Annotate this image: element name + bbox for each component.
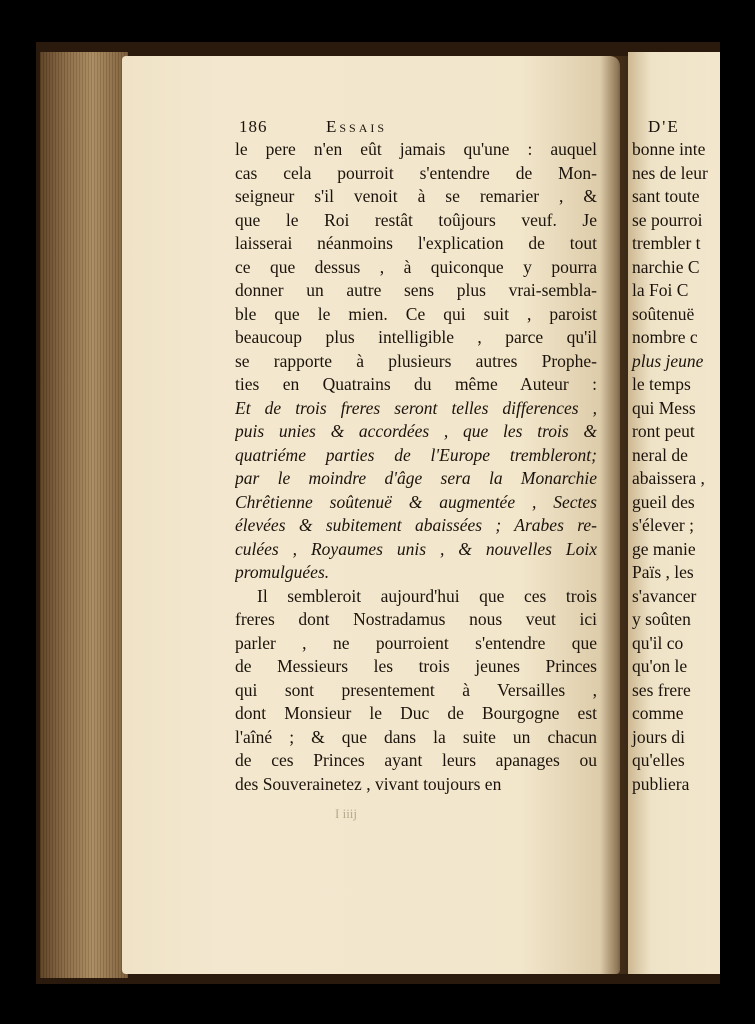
text-line: nes de leur	[632, 162, 708, 183]
text-line: qu'elles	[632, 750, 685, 770]
text-line: quatriéme parties de l'Europe trembleront;	[235, 444, 597, 465]
text-line: de Messieurs les trois jeunes Princes	[235, 656, 597, 676]
text-line: de ces Princes ayant leurs apanages ou	[235, 750, 597, 770]
text-line: bonne inte	[632, 139, 706, 159]
text-line: cas cela pourroit s'entendre de Mon-	[235, 162, 597, 183]
text-line: la Foi C	[632, 280, 689, 300]
text-line: qui Mess	[632, 397, 696, 418]
text-line: promulguées.	[235, 562, 330, 582]
text-line: par le moindre d'âge sera la Monarchie	[235, 468, 597, 488]
text-line: qu'il co	[632, 632, 684, 653]
text-line: freres dont Nostradamus nous veut ici	[235, 609, 597, 629]
text-line: trembler t	[632, 233, 701, 253]
text-line: le temps	[632, 374, 691, 394]
text-line: ties en Quatrains du même Auteur :	[235, 374, 597, 394]
book-gutter	[600, 56, 628, 974]
page-edges-texture	[40, 52, 128, 978]
text-line: Il sembleroit aujourd'hui que ces trois	[257, 585, 597, 606]
text-line: nombre c	[632, 327, 698, 347]
text-line: s'avancer	[632, 585, 697, 606]
text-line: le pere n'en eût jamais qu'une : auquel	[235, 139, 597, 159]
text-line: des Souverainetez , vivant toujours en	[235, 773, 502, 794]
text-line: ses frere	[632, 679, 691, 700]
text-line: donner un autre sens plus vrai-sembla-	[235, 280, 597, 300]
text-line: ge manie	[632, 538, 696, 559]
left-page-text	[235, 138, 597, 796]
text-line: parler , ne pourroient s'entendre que	[235, 632, 597, 653]
text-line: élevées & subitement abaissées ; Arabes re-	[235, 515, 597, 535]
text-line: qu'on le	[632, 656, 688, 676]
text-line: sant toute	[632, 186, 700, 206]
right-page-text	[632, 138, 752, 796]
text-line: ce que dessus , à quiconque y pourra	[235, 256, 597, 277]
text-line: ble que le mien. Ce qui suit , paroist	[235, 303, 597, 324]
text-line: neral de	[632, 444, 688, 465]
text-line: se rapporte à plusieurs autres Prophe-	[235, 350, 597, 371]
text-line: abaissera ,	[632, 468, 705, 488]
text-line: ront peut	[632, 421, 695, 441]
text-line: l'aîné ; & que dans la suite un chacun	[235, 726, 597, 747]
text-line: Païs , les	[632, 562, 694, 582]
text-line: dont Monsieur le Duc de Bourgogne est	[235, 703, 597, 723]
text-line: que le Roi restât toûjours veuf. Je	[235, 209, 597, 230]
text-line: s'élever ;	[632, 515, 694, 535]
text-line: Et de trois freres seront telles differences ,	[235, 397, 597, 418]
right-page-header: D'E	[648, 117, 680, 136]
text-line: puis unies & accordées , que les trois &	[235, 421, 597, 441]
text-line: jours di	[632, 726, 685, 747]
text-line: beaucoup plus intelligible , parce qu'il	[235, 327, 597, 347]
text-line: publiera	[632, 773, 690, 794]
text-line: comme	[632, 703, 684, 723]
text-line: plus jeune	[632, 350, 704, 371]
text-line: se pourroi	[632, 209, 703, 230]
text-line: y soûten	[632, 609, 691, 629]
text-line: narchie C	[632, 256, 700, 277]
text-line: soûtenuë	[632, 303, 695, 324]
text-line: culées , Royaumes unis , & nouvelles Loix	[235, 538, 597, 559]
text-line: gueil des	[632, 491, 695, 512]
signature-mark: I iiij	[335, 806, 358, 821]
running-title: Essais	[326, 117, 388, 136]
text-line: Chrêtienne soûtenuë & augmentée , Sectes	[235, 491, 597, 512]
text-line: laisserai néanmoins l'explication de tout	[235, 233, 597, 253]
page-number: 186	[239, 117, 268, 136]
text-line: qui sont presentement à Versailles ,	[235, 679, 597, 700]
text-line: seigneur s'il venoit à se remarier , &	[235, 186, 597, 206]
